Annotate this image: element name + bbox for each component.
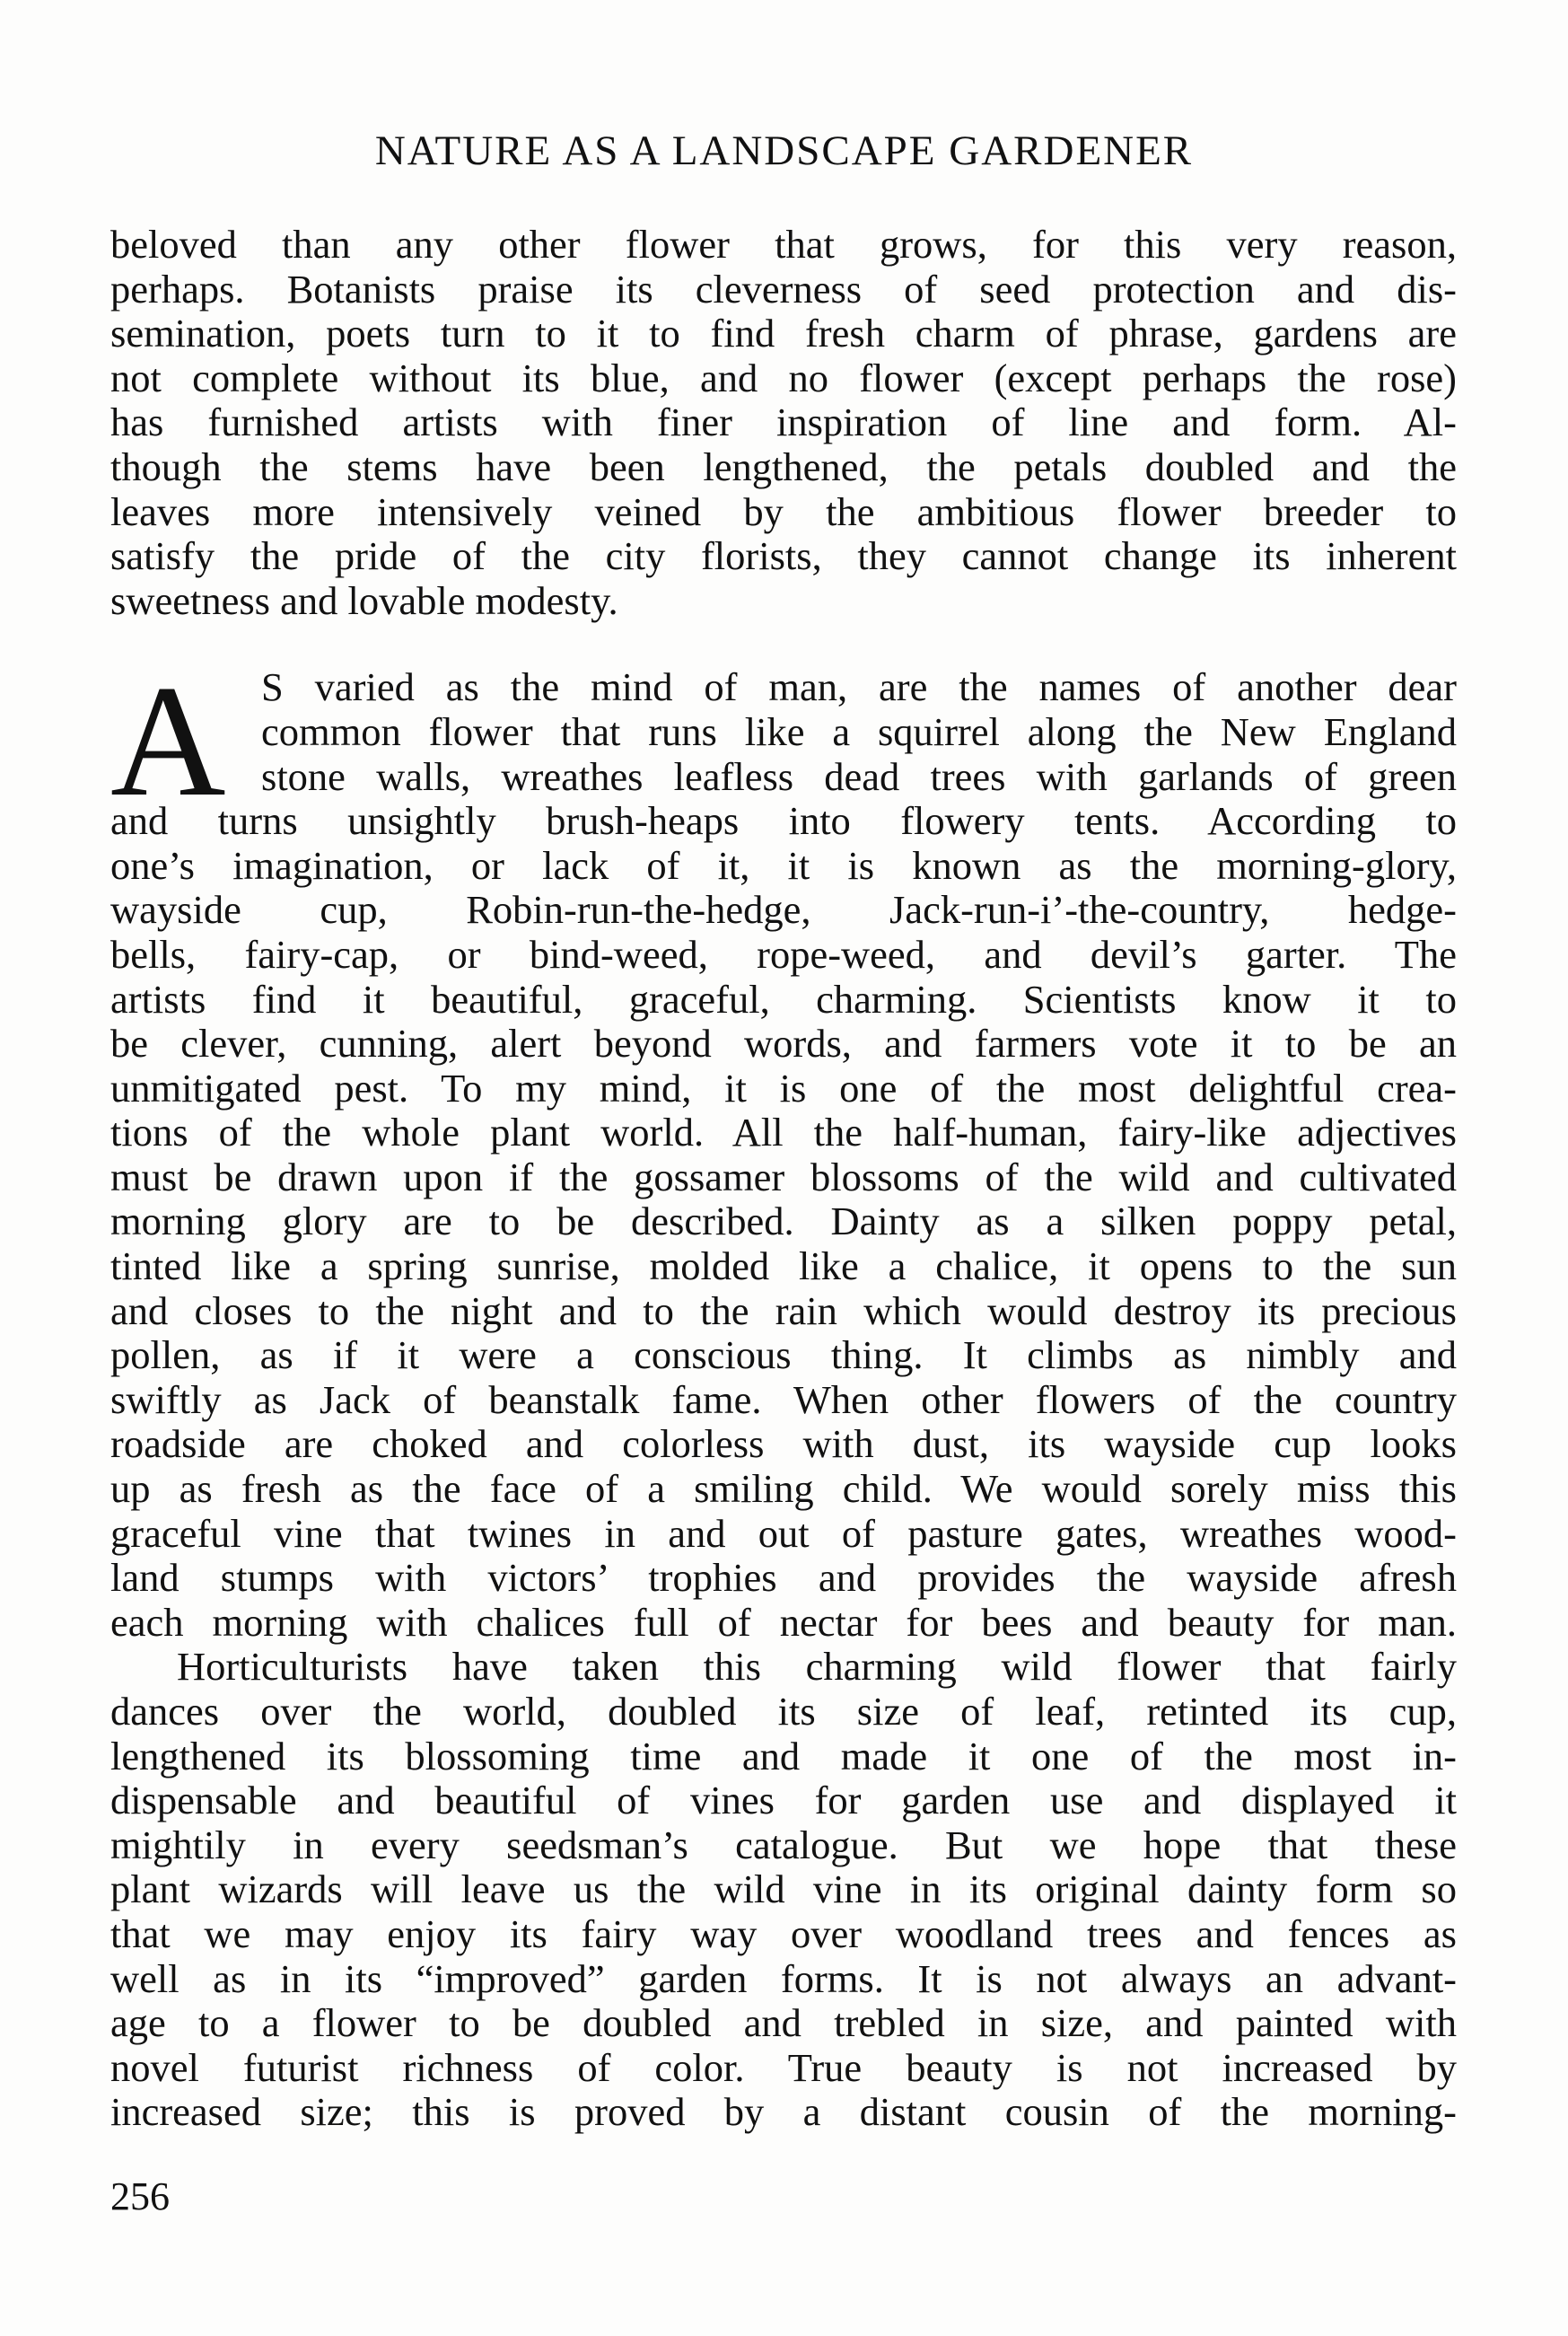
paragraph-1 — [110, 223, 1457, 623]
text-line: morning glory are to be described. Dainty as a silken poppy petal, — [110, 1199, 1457, 1244]
text-line: semination, poets turn to it to find fresh charm of phrase, gardens are — [110, 311, 1457, 356]
text-line: wayside cup, Robin-run-the-hedge, Jack-run-i’-the-country, hedge- — [110, 887, 1457, 933]
drop-cap: A — [110, 652, 226, 830]
text-line: sweetness and lovable modesty. — [110, 577, 618, 623]
text-line: unmitigated pest. To my mind, it is one of the most delightful crea- — [110, 1065, 1457, 1111]
text-line: stone walls, wreathes leafless dead trees with garlands of green — [261, 753, 1457, 799]
text-line: and turns unsightly brush-heaps into flowery tents. According to — [110, 798, 1457, 844]
text-line: bells, fairy-cap, or bind-weed, rope-weed, and devil’s garter. The — [110, 931, 1457, 977]
text-line: land stumps with victors’ trophies and provides the wayside afresh — [110, 1555, 1457, 1601]
text-line: each morning with chalices full of nectar for bees and beauty for man. — [110, 1599, 1457, 1645]
text-line: roadside are choked and colorless with dust, its wayside cup looks — [110, 1421, 1457, 1467]
text-line: up as fresh as the face of a smiling child. We would sorely miss this — [110, 1466, 1457, 1512]
paragraph-3 — [110, 1645, 1457, 2135]
text-line: and closes to the night and to the rain which would destroy its precious — [110, 1287, 1457, 1333]
text-line: pollen, as if it were a conscious thing. It climbs as nimbly and — [110, 1332, 1457, 1378]
text-line: graceful vine that twines in and out of pasture gates, wreathes wood- — [110, 1510, 1457, 1556]
text-line: age to a flower to be doubled and trebled in size, and painted with — [110, 2000, 1457, 2046]
text-line: novel futurist richness of color. True beauty is not increased by — [110, 2044, 1457, 2090]
text-line: mightily in every seedsman’s catalogue. But we hope that these — [110, 1822, 1457, 1867]
text-line: be clever, cunning, alert beyond words, and farmers vote it to be an — [110, 1021, 1457, 1067]
text-line: Horticulturists have taken this charming wild flower that fairly — [177, 1644, 1457, 1690]
text-line: one’s imagination, or lack of it, it is known as the morning-glory, — [110, 842, 1457, 888]
text-line: tinted like a spring sunrise, molded like a chalice, it opens to the sun — [110, 1243, 1457, 1289]
text-line: satisfy the pride of the city florists, they cannot change its inherent — [110, 533, 1457, 579]
text-line: has furnished artists with finer inspiration of line and form. Al- — [110, 400, 1457, 445]
text-line: well as in its “improved” garden forms. It is not always an advant- — [110, 1955, 1457, 2001]
text-line: that we may enjoy its fairy way over woodland trees and fences as — [110, 1910, 1457, 1956]
text-line: tions of the whole plant world. All the half-human, fairy-like adjectives — [110, 1110, 1457, 1155]
text-line: must be drawn upon if the gossamer blossoms of the wild and cultivated — [110, 1154, 1457, 1199]
text-line: though the stems have been lengthened, the petals doubled and the — [110, 443, 1457, 489]
running-head: NATURE AS A LANDSCAPE GARDENER — [374, 127, 1194, 174]
text-line: lengthened its blossoming time and made it one of the most in- — [110, 1733, 1457, 1778]
text-line: dances over the world, doubled its size of leaf, retinted its cup, — [110, 1689, 1457, 1734]
text-line: perhaps. Botanists praise its cleverness of seed protection and dis- — [110, 266, 1457, 312]
text-line: artists find it beautiful, graceful, charming. Scientists know it to — [110, 976, 1457, 1022]
text-line: beloved than any other flower that grows, for this very reason, — [110, 222, 1457, 267]
text-line: common flower that runs like a squirrel along the New England — [261, 708, 1457, 754]
text-line: leaves more intensively veined by the ambitious flower breeder to — [110, 488, 1457, 534]
text-line: S varied as the mind of man, are the names of another dear — [261, 664, 1457, 710]
text-line: dispensable and beautiful of vines for garden use and displayed it — [110, 1778, 1457, 1823]
text-line: plant wizards will leave us the wild vine in its original dainty form so — [110, 1866, 1457, 1912]
text-line: increased size; this is proved by a distant cousin of the morning- — [110, 2089, 1457, 2135]
body-text — [110, 223, 1457, 2135]
text-line: swiftly as Jack of beanstalk fame. When other flowers of the country — [110, 1376, 1457, 1422]
paragraph-2 — [110, 652, 1457, 1645]
text-line: not complete without its blue, and no flower (except perhaps the rose) — [110, 355, 1457, 400]
page-number: 256 — [110, 2174, 170, 2218]
